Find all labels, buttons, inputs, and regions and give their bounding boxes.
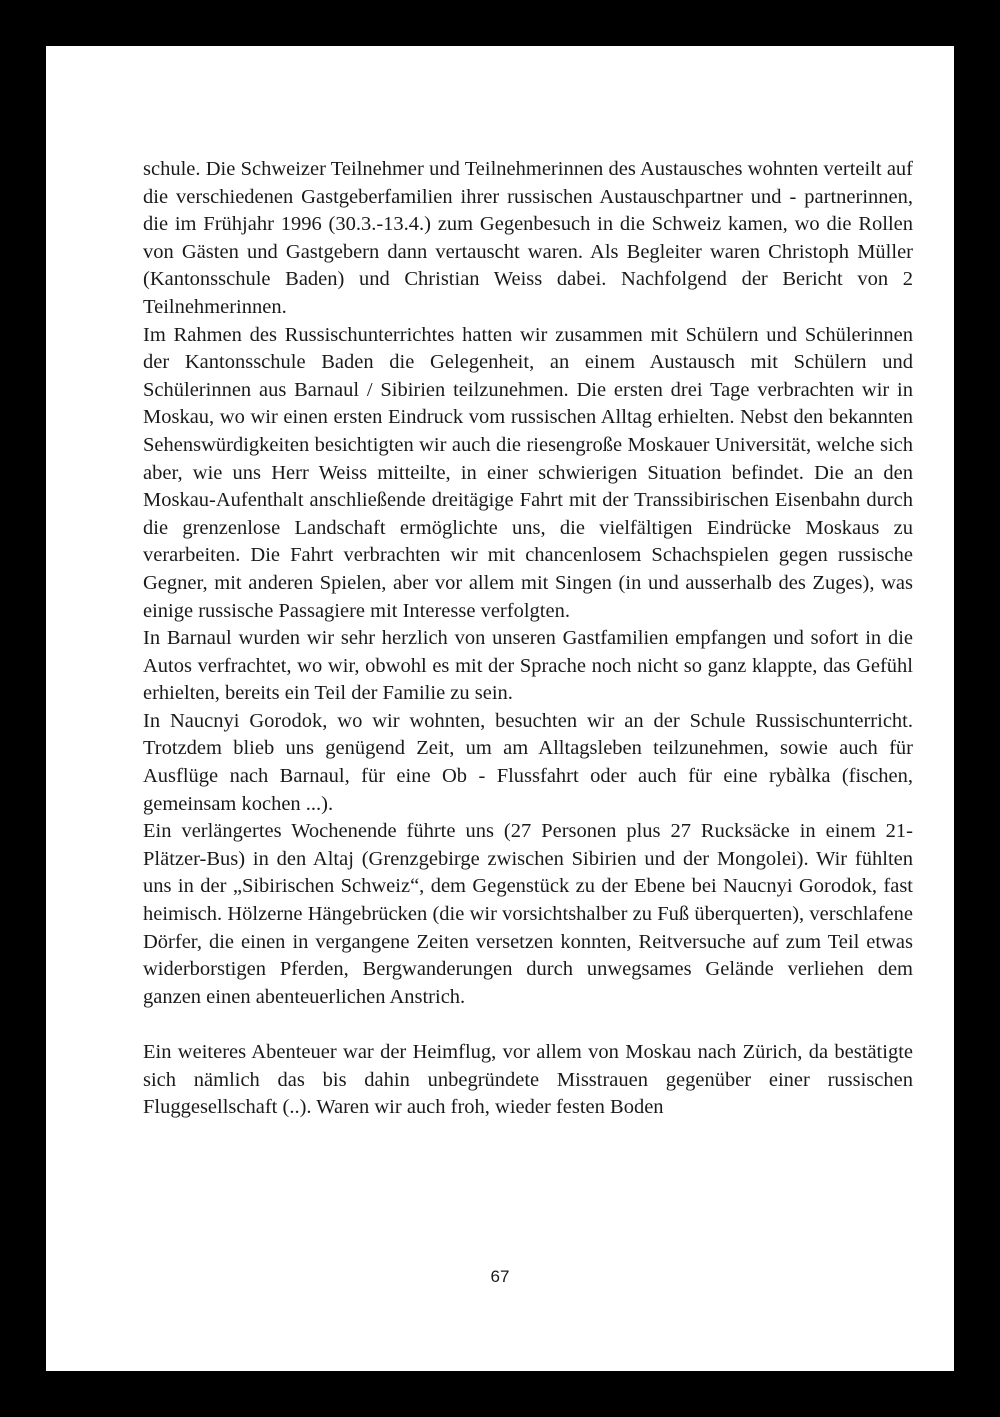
paragraph-altaj: Ein verlängertes Wochenende führte uns (27 Personen plus 27 Rucksäcke in einem 21-Plätzer-Bus) in den Altaj (Grenzgebirge zwischen Sibirien und der Mongolei). Wir fühlten uns in der „Sibirischen Schweiz“, dem Gegenstück zu der Ebene bei Naucnyi Gorodok, fast heimisch. Hölzerne Hängebrücken (die wir vorsichtshalber zu Fuß überquerten), verschlafene Dörfer, die einen in vergangene Zeiten versetzen konnten, Reitversuche auf zum Teil etwas widerborstigen Pferden, Bergwanderungen durch unwegsames Gelände verliehen dem ganzen einen abenteuerlichen Anstrich. — [143, 820, 913, 1008]
paragraph-heimflug: Ein weiteres Abenteuer war der Heimflug, vor allem von Moskau nach Zürich, da bestätigte sich nämlich das bis dahin unbegründete Misstrauen gegenüber einer russischen Fluggesellschaft (..). Waren wir auch froh, wieder festen Boden — [143, 1041, 913, 1119]
paragraph-moscow: Im Rahmen des Russischunterrichtes hatten wir zusammen mit Schülern und Schülerinnen der Kantonsschule Baden die Gelegenheit, an einem Austausch mit Schülern und Schülerinnen aus Barnaul / Sibirien teilzunehmen. Die ersten drei Tage verbrachten wir in Moskau, wo wir einen ersten Eindruck vom russischen Alltag erhielten. Nebst den bekannten Sehenswürdigkeiten besichtigten wir auch die riesengroße Moskauer Universität, welche sich aber, wie uns Herr Weiss mitteilte, in einer schwierigen Situation befindet. Die an den Moskau-Aufenthalt anschließende dreitägige Fahrt mit der Transsibirischen Eisenbahn durch die grenzenlose Landschaft ermöglichte uns, die vielfältigen Eindrücke Moskaus zu verarbeiten. Die Fahrt verbrachten wir mit chancenlosem Schachspielen gegen russische Gegner, mit anderen Spielen, aber vor allem mit Singen (in und ausserhalb des Zuges), was einige russische Passagiere mit Interesse verfolgten. — [143, 323, 913, 622]
paragraph-intro: schule. Die Schweizer Teilnehmer und Teilnehmerinnen des Austausches wohnten verteilt auf die verschiedenen Gastgeberfamilien ihrer russischen Austauschpartner und - partnerinnen, die im Frühjahr 1996 (30.3.-13.4.) zum Gegenbesuch in die Schweiz kamen, wo die Rollen von Gästen und Gastgebern dann vertauscht waren. Als Begleiter waren Christoph Müller (Kantonsschule Baden) und Christian Weiss dabei. Nachfolgend der Bericht von 2 Teilnehmerinnen. — [143, 158, 913, 318]
paragraph-barnaul: In Barnaul wurden wir sehr herzlich von unseren Gastfamilien empfangen und sofort in die Autos verfrachtet, wo wir, obwohl es mit der Sprache noch nicht so ganz klappte, das Gefühl erhielten, bereits ein Teil der Familie zu sein. — [143, 627, 913, 705]
document-page — [46, 46, 954, 1371]
paragraph-naucnyi-gorodok: In Naucnyi Gorodok, wo wir wohnten, besuchten wir an der Schule Russischunterricht. Trotzdem blieb uns genügend Zeit, um am Alltagsleben teilzunehmen, sowie auch für Ausflüge nach Barnaul, für eine Ob - Flussfahrt oder auch für eine rybàlka (fischen, gemeinsam kochen ...). — [143, 709, 913, 815]
page-number: 67 — [490, 1267, 510, 1286]
body-text — [143, 156, 913, 1122]
